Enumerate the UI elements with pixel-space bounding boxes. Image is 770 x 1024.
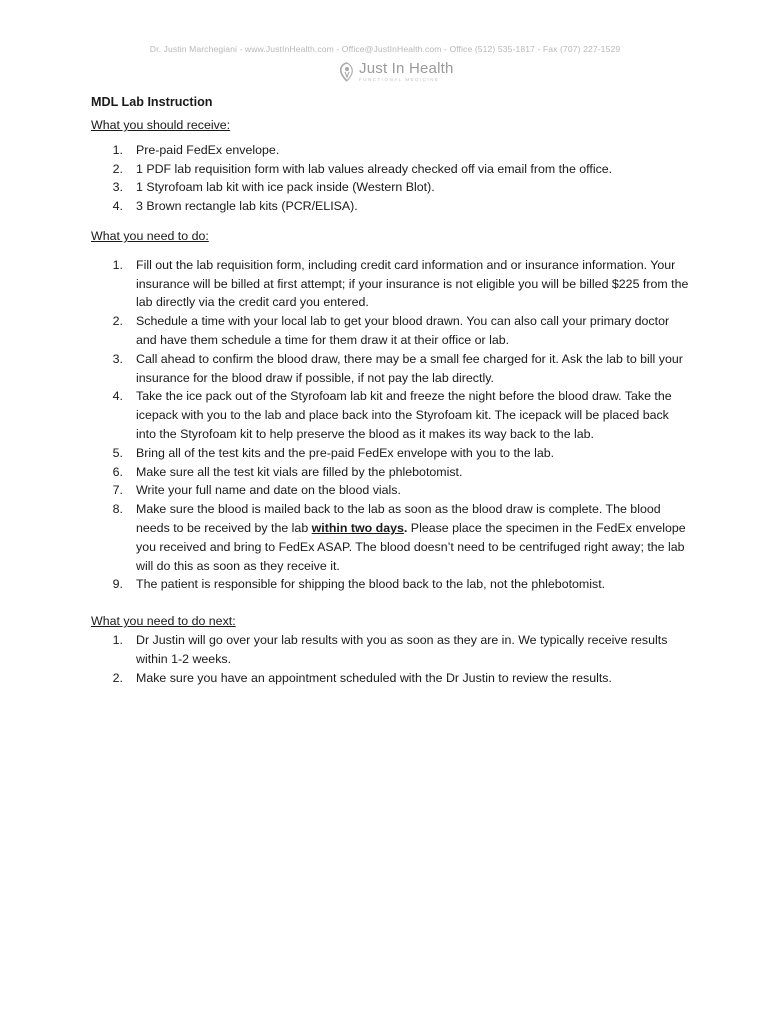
todo-list [91, 256, 691, 594]
logo [338, 61, 454, 85]
list-number: 2. [112, 670, 123, 685]
list-number: 4. [112, 199, 123, 214]
emphasis-within-two-days: within two days [311, 520, 404, 535]
list-item [91, 463, 691, 482]
list-item [91, 312, 691, 350]
list-text: 1 Styrofoam lab kit with ice pack inside (Western Blot). [136, 180, 435, 195]
list-text: Call ahead to confirm the blood draw, there may be a small fee charged for it. Ask the lab to bill your insurance for the blood draw if possible, if not pay the lab directly. [136, 351, 683, 385]
list-text: Bring all of the test kits and the pre-paid FedEx envelope with you to the lab. [136, 445, 555, 460]
list-text-part: Make sure the blood is mailed back to the lab as soon as the blood draw is complete. The blood needs to be received by the lab [136, 502, 661, 535]
page-title: MDL Lab Instruction [91, 95, 213, 109]
list-number: 2. [112, 161, 123, 176]
list-item [91, 197, 691, 216]
list-text: Take the ice pack out of the Styrofoam lab kit and freeze the night before the blood draw. Take the icepack with you to the lab and place back into the Styrofoam kit. The icepack will be placed back into the Styrofoam kit to help preserve the blood as it makes its way back to the lab. [136, 389, 672, 441]
next-list [91, 631, 691, 687]
list-text-part: Please place the specimen in the FedEx envelope you received and bring to FedEx ASAP. The blood doesn’t need to be centrifuged right away; the lab will do this as soon as they receive it. [136, 520, 686, 573]
list-item [91, 387, 691, 443]
logo-subtitle: FUNCTIONAL MEDICINE [359, 77, 440, 82]
list-number: 2. [112, 314, 123, 329]
list-item [91, 575, 691, 594]
section-heading-next: What you need to do next: [91, 614, 236, 629]
list-text: Make sure all the test kit vials are filled by the phlebotomist. [136, 464, 463, 479]
section-heading-receive: What you should receive: [91, 118, 231, 132]
list-number: 4. [112, 389, 123, 404]
list-text [136, 500, 691, 575]
list-text: 1 PDF lab requisition form with lab values already checked off via email from the office. [136, 161, 613, 176]
list-text: 3 Brown rectangle lab kits (PCR/ELISA). [136, 199, 358, 214]
list-number: 9. [112, 577, 123, 592]
list-text: Make sure you have an appointment scheduled with the Dr Justin to review the results. [136, 670, 612, 685]
list-item [91, 669, 691, 688]
list-text: Pre-paid FedEx envelope. [136, 142, 280, 157]
list-text: Fill out the lab requisition form, including credit card information and or insurance information. Your insurance will be billed at first attempt; if your insurance is not eligible you will be billed $225 from the lab directly via the credit card you entered. [136, 257, 689, 310]
list-item [91, 141, 691, 160]
list-number: 7. [112, 483, 123, 498]
emphasis-period: . [403, 520, 408, 535]
list-item [91, 444, 691, 463]
list-text: Dr Justin will go over your lab results with you as soon as they are in. We typically receive results within 1-2 weeks. [136, 632, 668, 666]
logo-mark-icon [338, 61, 356, 83]
list-number: 8. [112, 502, 123, 517]
list-number: 3. [112, 351, 123, 366]
list-item [91, 481, 691, 500]
list-number: 1. [112, 142, 123, 157]
list-item [91, 178, 691, 197]
list-text: The patient is responsible for shipping the blood back to the lab, not the phlebotomist. [136, 577, 606, 592]
list-item [91, 631, 691, 669]
list-number: 3. [112, 180, 123, 195]
document-body [91, 93, 691, 687]
section-heading-todo: What you need to do: [91, 228, 209, 243]
list-number: 5. [112, 445, 123, 460]
list-number: 1. [112, 632, 123, 647]
list-text: Schedule a time with your local lab to get your blood drawn. You can also call your primary doctor and have them schedule a time for them draw it at their office or lab. [136, 314, 670, 347]
list-item [91, 350, 691, 388]
contact-line: Dr. Justin Marchegiani - www.JustInHealth.com - Office@JustInHealth.com - Office (512) 535-1817 - Fax (707) 227-1529 [149, 44, 621, 54]
list-number: 1. [112, 257, 123, 272]
receive-list [91, 141, 691, 216]
list-number: 6. [112, 464, 123, 479]
list-item [91, 256, 691, 312]
list-item [91, 500, 691, 575]
list-item [91, 160, 691, 179]
list-text: Write your full name and date on the blood vials. [136, 483, 401, 498]
logo-name: Just In Health [359, 60, 454, 77]
